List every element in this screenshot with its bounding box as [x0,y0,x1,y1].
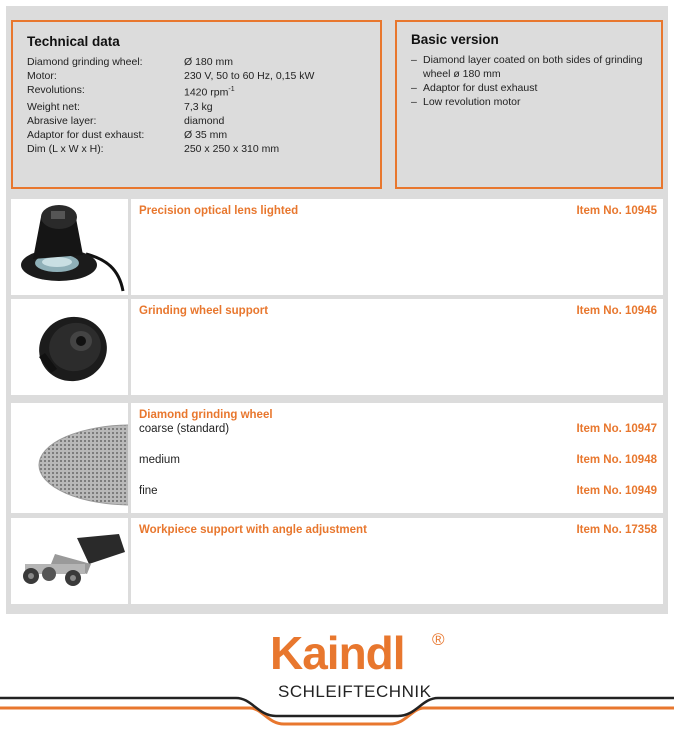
product-row-lens [131,199,663,295]
product-image-diamond-wheel [11,403,128,513]
spec-row: Revolutions: 1420 rpm$^{-1}$ [27,84,235,99]
product-image-wheel-support [11,299,128,395]
product-image-lens [11,199,128,295]
item-number: Item No. 10945 [576,205,657,217]
item-number: Item No. 10947 [576,423,657,435]
item-number: Item No. 10949 [576,485,657,497]
product-row-workpiece-support [131,518,663,604]
item-number: Item No. 17358 [576,524,657,536]
spec-row: Dim (L x W x H): 250 x 250 x 310 mm [27,142,280,155]
magnifier-lens-icon [11,199,128,295]
variant-label: medium [139,454,180,466]
brand-tagline: SCHLEIFTECHNIK [278,682,432,701]
item-number: Item No. 10946 [576,305,657,317]
basic-version-box [395,20,663,189]
product-title: Grinding wheel support [139,305,269,317]
item-number: Item No. 10948 [576,454,657,466]
basic-list-item: – Low revolution motor [411,96,521,108]
brand-name: Kaindl [270,627,405,679]
variant-label: fine [139,485,158,497]
product-row-diamond-wheel [131,403,663,513]
registered-mark: ® [432,630,445,649]
product-image-workpiece-support [11,518,128,604]
basic-version-title: Basic version [411,32,499,47]
spec-row: Adaptor for dust exhaust: Ø 35 mm [27,128,228,141]
kaindl-logo [0,620,674,747]
spec-row: Diamond grinding wheel: Ø 180 mm [27,56,234,68]
technical-data-box [11,20,382,189]
variant-label: coarse (standard) [139,423,230,435]
product-title: Precision optical lens lighted [139,205,299,217]
workpiece-support-icon [11,518,128,604]
product-title: Workpiece support with angle adjustment [139,524,367,536]
wheel-support-icon [11,299,128,395]
spec-row: Motor: 230 V, 50 to 60 Hz, 0,15 kW [27,70,315,82]
spec-row: Abrasive layer: diamond [27,114,225,127]
basic-list-item: – Diamond layer coated on both sides of grinding wheel ø 180 mm [411,54,643,80]
technical-data-title: Technical data [27,34,120,49]
decorative-swoosh [0,620,674,747]
diamond-wheel-icon [11,403,128,513]
spec-row: Weight net: 7,3 kg [27,100,213,113]
product-title: Diamond grinding wheel [139,409,273,421]
product-row-wheel-support [131,299,663,395]
basic-list-item: – Adaptor for dust exhaust [411,82,538,94]
